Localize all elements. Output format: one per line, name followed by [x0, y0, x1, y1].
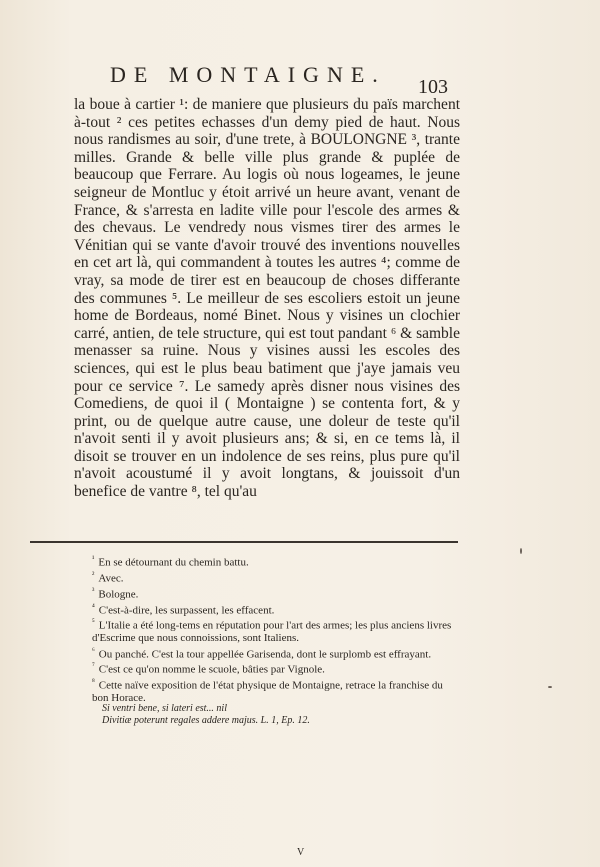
body-paragraph: la boue à cartier ¹: de maniere que plusieurs du païs marchent à-tout ² ces petites echasses d'un demy pied de haut. Nous nous randismes au soir, d'une trete, à BOULONGNE ³, trante milles. Grande & belle ville plus grande & puplée de beaucoup que Ferrare. Au logis où nous logeames, le jeune seigneur de Montluc y étoit arrivé un heure avant, venant de France, & s'arresta en ladite ville pour l'escole des armes & des chevaus. Le vendredy nous vismes tirer des armes le Vénitian qui se vante d'avoir trouvé des inventions nouvelles en cet art là, qui commandent à toutes les autres ⁴; comme de vray, sa mode de tirer est en beaucoup de choses differante des communes ⁵. Le meilleur de ses escoliers estoit un jeune home de Bordeaus, nomé Binet. Nous y visines un clochier carré, antien, de tele structure, qui est tout pandant ⁶ & samble menasser sa ruine. Nous y visines aussi les escoles des sciences, qui est le plus beau batiment que j'aye jamais veu pour ce service ⁷. Le samedy après disner nous visines des Comediens, de quoi il ( Montaigne ) se contenta fort, & y print, ou de quelque autre cause, une doleur de teste qu'il n'avoit senti il y avoit plusieurs ans; & si, en ce tems là, il disoit se trouver en un indolence de ses reins, plus pure qu'il n'avoit acoustumé il y avoit longtans, & jouissoit d'un benefice de vantre ⁸, tel qu'au	[74, 96, 460, 501]
footnote-divider	[30, 541, 458, 543]
signature-mark: V	[297, 847, 305, 858]
footnote-7: $^{^7}$ C'est ce qu'on nomme le scuole, bâties par Vignole.	[92, 661, 325, 677]
quote-line-1: Si ventri bene, si lateri est... nil	[102, 703, 227, 714]
latin-quote	[102, 703, 422, 727]
main-text	[74, 96, 460, 501]
footnotes	[92, 553, 452, 704]
footnote-6: $^{^6}$ Ou panché. C'est la tour appellée Garisenda, dont le surplomb est effrayant.	[92, 645, 432, 661]
footnote-3: $^{^3}$ Bologne.	[92, 585, 139, 601]
paper-speck	[520, 548, 522, 554]
running-title: DE MONTAIGNE.	[110, 62, 386, 87]
footnote-2: $^{^2}$ Avec.	[92, 569, 124, 585]
quote-line-2: Divitiæ poterunt regales addere majus. L. 1, Ep. 12.	[102, 715, 310, 726]
page-number: 103	[418, 76, 448, 98]
paper-speck	[548, 686, 552, 688]
footnote-8: $^{^8}$ Cette naïve exposition de l'état physique de Montaigne, retrace la franchise du bon Horace.	[92, 677, 443, 705]
footnote-4: $^{^4}$ C'est-à-dire, les surpassent, les effacent.	[92, 601, 275, 617]
footnote-1: $^{^1}$ En se détournant du chemin battu.	[92, 554, 249, 569]
footnote-5: $^{^5}$ L'Italie a été long-tems en réputation pour l'art des armes; les plus anciens livres d'Escrime que nous connoissions, sont Italiens.	[92, 617, 452, 645]
